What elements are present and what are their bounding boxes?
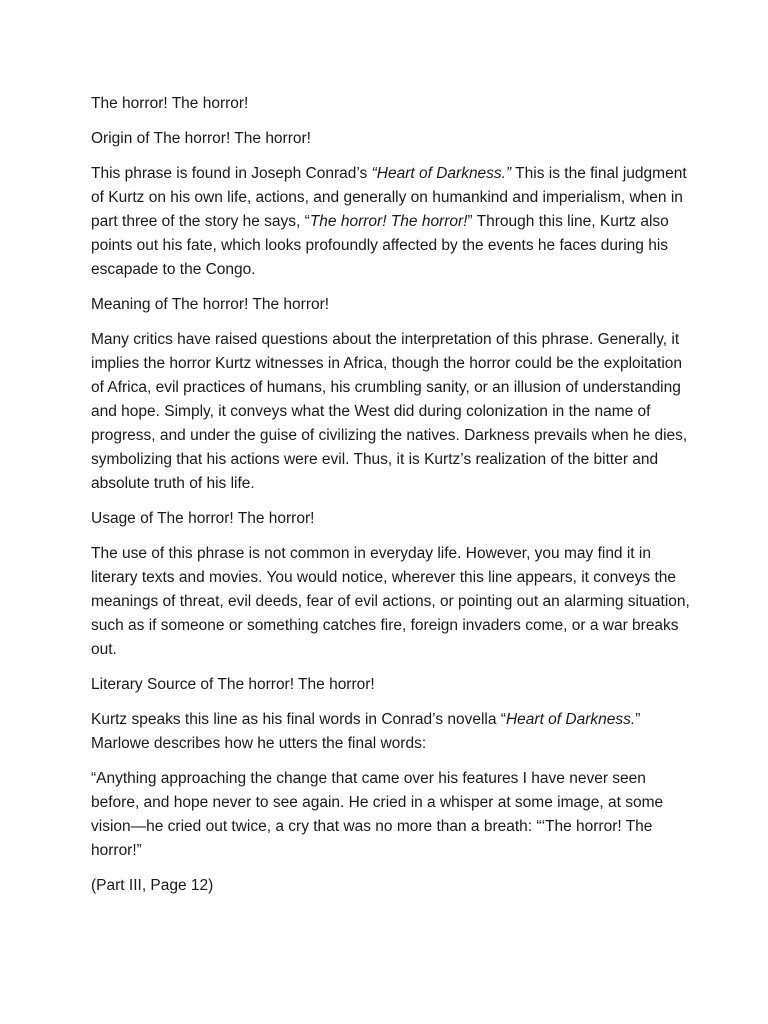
- origin-text-start: This phrase is found in Joseph Conrad’s: [91, 165, 372, 182]
- citation: (Part III, Page 12): [91, 877, 214, 894]
- origin-work-title: “Heart of Darkness.”: [371, 165, 512, 182]
- quote-block: “Anything approaching the change that came over his features I have never seen before, and hope never to see again. He cried in a whisper at some image, at some vision—he cried out twice, a cry that was no more than a breath: “‘The horror! The horror!”: [91, 770, 664, 859]
- source-text-end: ” Marlowe describes how he utters the final words:: [91, 711, 641, 752]
- origin-heading: Origin of The horror! The horror!: [91, 130, 311, 147]
- document-title: The horror! The horror!: [91, 95, 249, 112]
- origin-text-end: ” Through this line, Kurtz also points out his fate, which looks profoundly affected by the events he faces during his escapade to the Congo.: [91, 213, 669, 278]
- document-page: [91, 92, 691, 909]
- source-heading: Literary Source of The horror! The horror!: [91, 676, 375, 693]
- meaning-paragraph: Many critics have raised questions about the interpretation of this phrase. Generally, it implies the horror Kurtz witnesses in Africa, though the horror could be the exploitation of Africa, evil practices of humans, his crumbling sanity, or an illusion of understanding and hope. Simply, it conveys what the West did during colonization in the name of progress, and under the guise of civilizing the natives. Darkness prevails when he dies, symbolizing that his actions were evil. Thus, it is Kurtz’s realization of the bitter and absolute truth of his life.: [91, 331, 688, 492]
- usage-heading: Usage of The horror! The horror!: [91, 510, 315, 527]
- origin-text-mid: This is the final judgment of Kurtz on his own life, actions, and generally on humankind and imperialism, when in part three of the story he says, “: [91, 165, 687, 230]
- usage-paragraph: The use of this phrase is not common in everyday life. However, you may find it in literary texts and movies. You would notice, wherever this line appears, it conveys the meanings of threat, evil deeds, fear of evil actions, or pointing out an alarming situation, such as if someone or something catches fire, foreign invaders come, or a war breaks out.: [91, 545, 690, 658]
- origin-quote: The horror! The horror!: [309, 213, 468, 230]
- source-work-title: Heart of Darkness.: [505, 711, 636, 728]
- source-paragraph: [91, 708, 691, 756]
- source-text-start: Kurtz speaks this line as his final words in Conrad’s novella “: [91, 711, 506, 728]
- meaning-heading: Meaning of The horror! The horror!: [91, 296, 330, 313]
- origin-paragraph: [91, 162, 691, 282]
